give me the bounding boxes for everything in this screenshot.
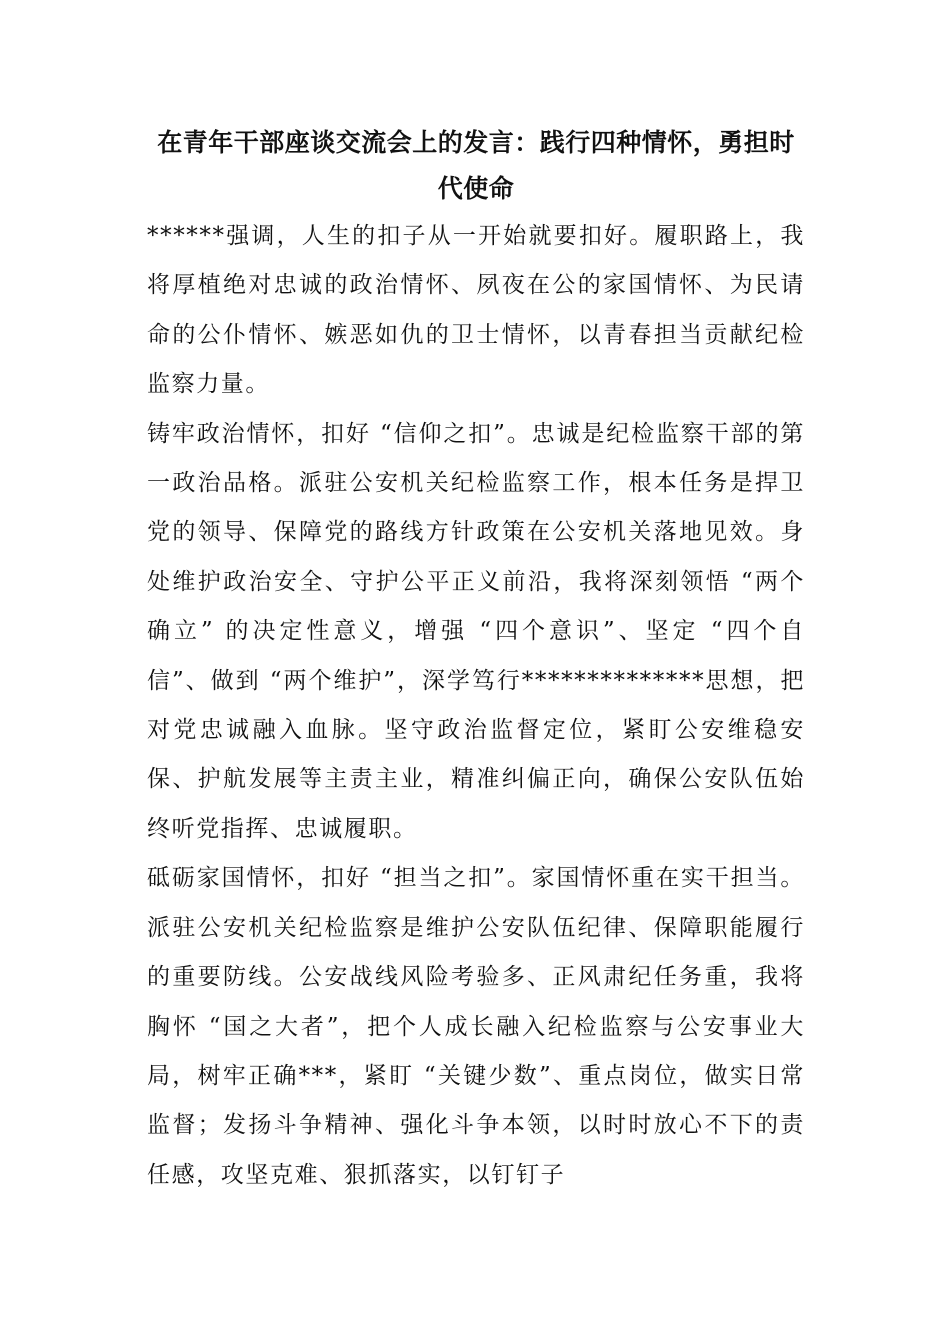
paragraph-intro: ******强调，人生的扣子从一开始就要扣好。履职路上，我将厚植绝对忠诚的政治情怀、夙夜在公的家国情怀、为民请命的公仆情怀、嫉恶如仇的卫士情怀，以青春担当贡献纪检监察力量。 [147, 223, 805, 398]
paragraph-political-feeling: 铸牢政治情怀，扣好 “信仰之扣”。忠诚是纪检监察干部的第一政治品格。派驻公安机关纪检监察工作，根本任务是捍卫党的领导、保障党的路线方针政策在公安机关落地见效。身处维护政治安全、守护公平正义前沿，我将深刻领悟 “两个确立” 的决定性意义，增强 “四个意识”、坚定 “四个自信”、做到 “两个维护”，深学笃行**************思想，把对党忠诚融入血脉。坚守政治监督定位，紧盯公安维稳安保、护航发展等主责主业，精准纠偏正向，确保公安队伍始终听党指挥、忠诚履职。 [147, 420, 805, 842]
document-page [147, 120, 805, 1200]
paragraph-national-feeling: 砥砺家国情怀，扣好 “担当之扣”。家国情怀重在实干担当。派驻公安机关纪检监察是维护公安队伍纪律、保障职能履行的重要防线。公安战线风险考验多、正风肃纪任务重，我将胸怀 “国之大者”，把个人成长融入纪检监察与公安事业大局，树牢正确***，紧盯 “关键少数”、重点岗位，做实日常监督；发扬斗争精神、强化斗争本领，以时时放心不下的责任感，攻坚克难、狠抓落实，以钉钉子 [147, 865, 805, 1188]
document-title: 在青年干部座谈交流会上的发言：践行四种情怀，勇担时代使命 [157, 128, 795, 203]
